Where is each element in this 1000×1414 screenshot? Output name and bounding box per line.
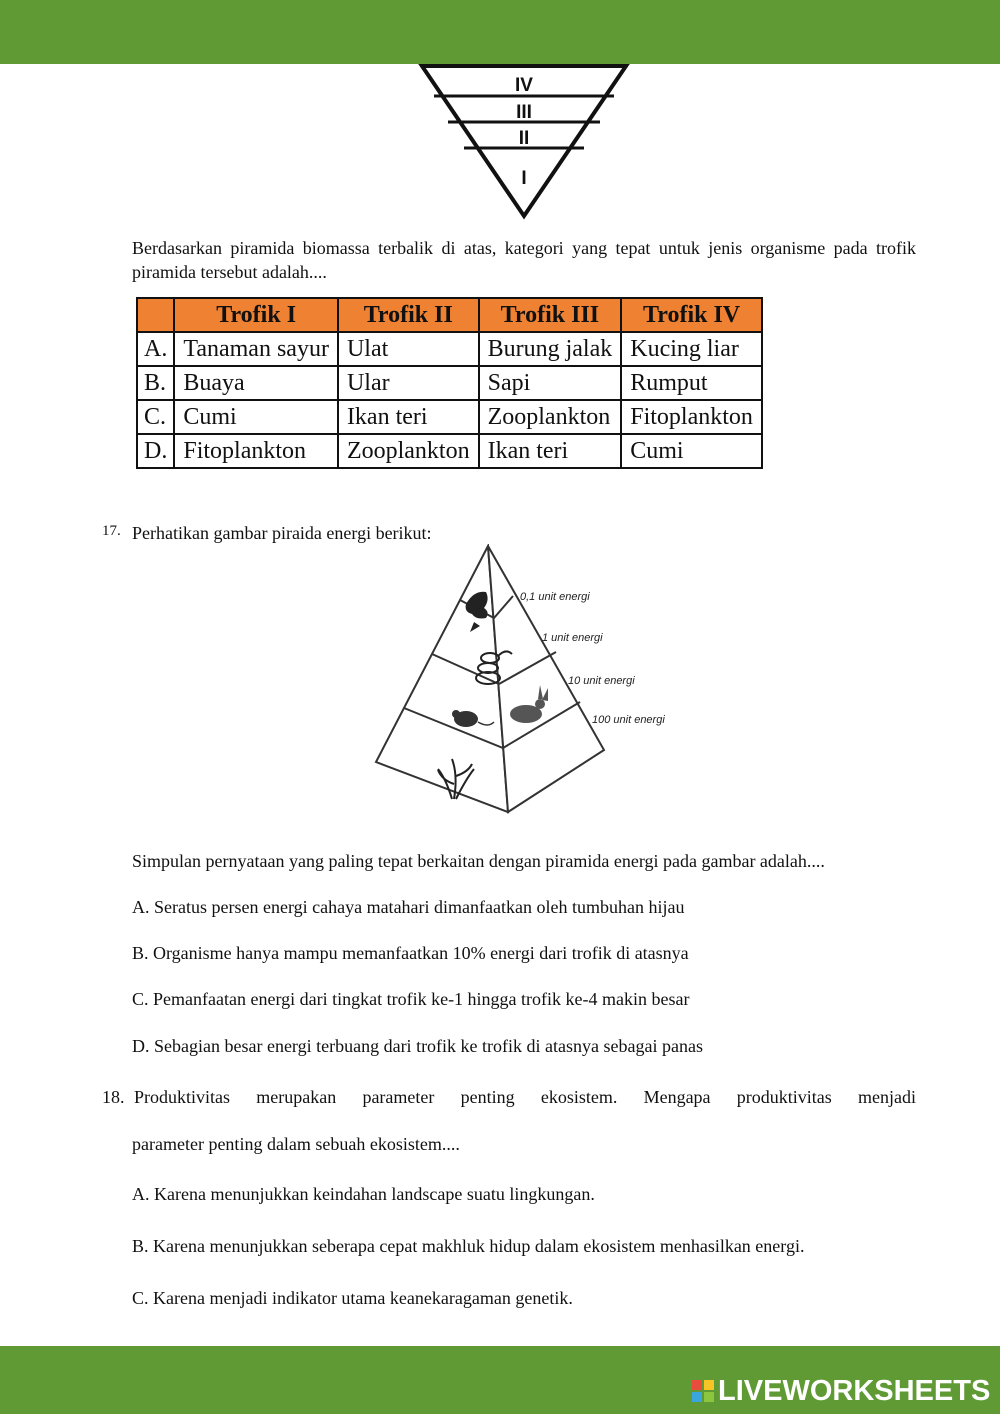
logo-text: LIVEWORKSHEETS	[718, 1374, 991, 1407]
q17-option-c[interactable]: C. Pemanfaatan energi dari tingkat trofik ke-1 hingga trofik ke-4 makin besar	[132, 989, 690, 1009]
q17-number: 17.	[102, 523, 121, 539]
table-cell: Kucing liar	[621, 332, 762, 366]
q17-question: Simpulan pernyataan yang paling tepat berkaitan dengan piramida energi pada gambar adalah....	[132, 851, 825, 871]
table-cell: Buaya	[174, 366, 338, 400]
energy-label-level2: 10 unit energi	[568, 675, 635, 687]
q18-option-a[interactable]: A. Karena menunjukkan keindahan landscape suatu lingkungan.	[132, 1184, 595, 1204]
table-cell: Cumi	[621, 434, 762, 468]
inverted-biomass-pyramid	[418, 64, 630, 220]
table-row[interactable]	[137, 434, 762, 468]
q18-question-line2: parameter penting dalam sebuah ekosistem....	[132, 1134, 460, 1154]
header-bar	[0, 0, 1000, 64]
energy-label-top: 0,1 unit energi	[520, 591, 590, 603]
table-header-row	[137, 298, 762, 332]
q18-question-line1: Produktivitas merupakan parameter penting ekosistem. Mengapa produktivitas menjadi	[134, 1087, 916, 1107]
liveworksheets-logo[interactable]	[692, 1376, 990, 1406]
option-letter: C.	[137, 400, 174, 434]
table-cell: Cumi	[174, 400, 338, 434]
table-cell: Ikan teri	[479, 434, 622, 468]
option-letter: D.	[137, 434, 174, 468]
energy-label-level1: 100 unit energi	[592, 714, 665, 726]
table-header-cell: Trofik I	[174, 298, 338, 332]
table-row[interactable]	[137, 332, 762, 366]
table-header-cell: Trofik IV	[621, 298, 762, 332]
table-header-cell: Trofik III	[479, 298, 622, 332]
q18-option-c[interactable]: C. Karena menjadi indikator utama keanekaragaman genetik.	[132, 1288, 573, 1308]
table-cell: Ikan teri	[338, 400, 479, 434]
energy-pyramid	[370, 544, 690, 819]
q16-options-table	[136, 297, 763, 469]
table-row[interactable]	[137, 400, 762, 434]
logo-icon	[692, 1380, 714, 1402]
level-i-label: I	[521, 168, 527, 189]
q18-number: 18.	[102, 1087, 125, 1107]
table-cell: Sapi	[479, 366, 622, 400]
table-cell: Ulat	[338, 332, 479, 366]
q17-intro: Perhatikan gambar piraida energi berikut:	[132, 523, 432, 543]
q18-option-b[interactable]: B. Karena menunjukkan seberapa cepat makhluk hidup dalam ekosistem menhasilkan energi.	[132, 1236, 805, 1256]
q17-option-b[interactable]: B. Organisme hanya mampu memanfaatkan 10% energi dari trofik di atasnya	[132, 943, 689, 963]
table-cell: Ular	[338, 366, 479, 400]
table-cell: Rumput	[621, 366, 762, 400]
table-cell: Burung jalak	[479, 332, 622, 366]
level-iii-label: III	[516, 102, 532, 123]
table-cell: Tanaman sayur	[174, 332, 338, 366]
energy-label-level3: 1 unit energi	[542, 632, 603, 644]
q17-option-d[interactable]: D. Sebagian besar energi terbuang dari trofik ke trofik di atasnya sebagai panas	[132, 1036, 703, 1056]
level-ii-label: II	[518, 128, 530, 149]
table-row[interactable]	[137, 366, 762, 400]
table-cell: Zooplankton	[338, 434, 479, 468]
table-cell: Zooplankton	[479, 400, 622, 434]
level-iv-label: IV	[515, 75, 533, 96]
option-letter: B.	[137, 366, 174, 400]
q16-question: Berdasarkan piramida biomassa terbalik di atas, kategori yang tepat untuk jenis organisme pada trofik piramida tersebut adalah....	[132, 238, 916, 282]
table-header-cell: Trofik II	[338, 298, 479, 332]
q17-option-a[interactable]: A. Seratus persen energi cahaya matahari dimanfaatkan oleh tumbuhan hijau	[132, 897, 685, 917]
table-header-cell	[137, 298, 174, 332]
option-letter: A.	[137, 332, 174, 366]
table-cell: Fitoplankton	[174, 434, 338, 468]
table-cell: Fitoplankton	[621, 400, 762, 434]
